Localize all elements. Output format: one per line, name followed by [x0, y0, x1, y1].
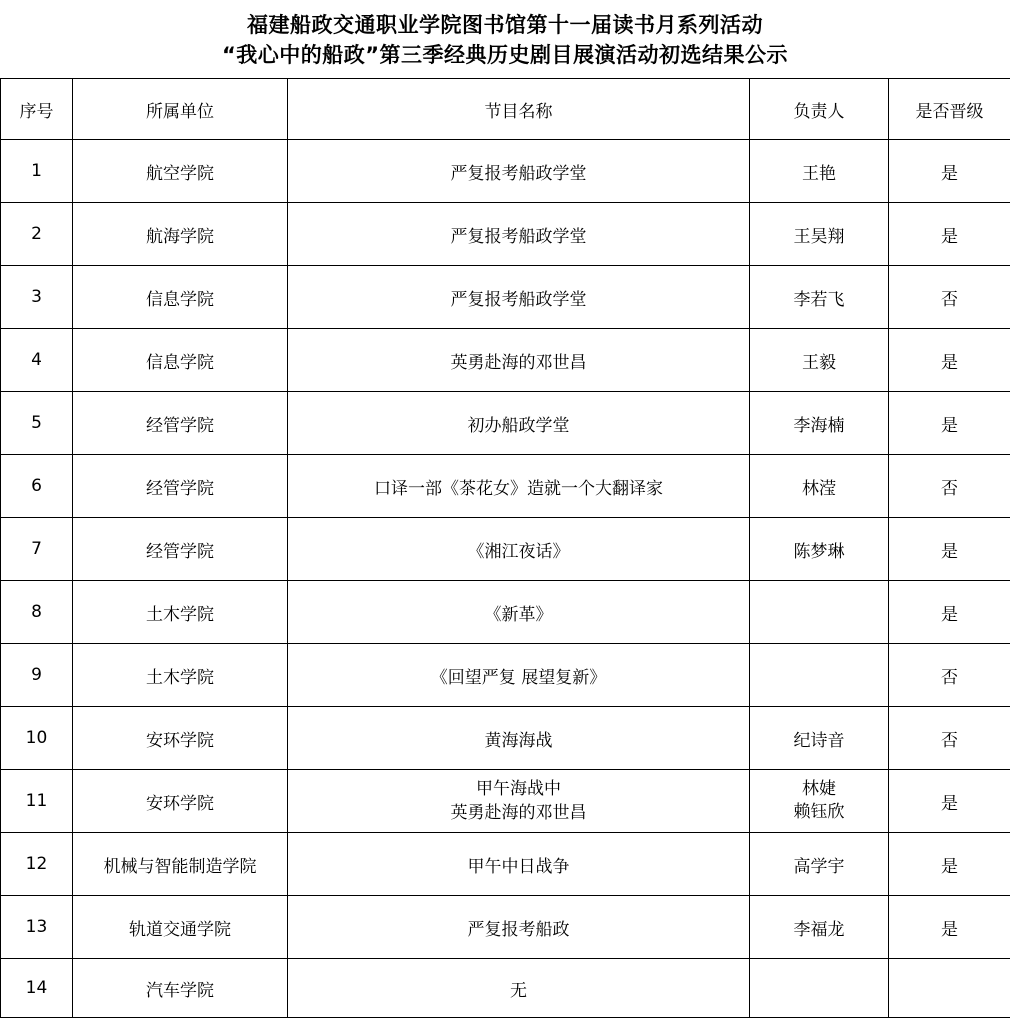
table-header-row — [1, 79, 1010, 140]
cell-index: 5 — [1, 392, 73, 455]
cell-program: 初办船政学堂 — [288, 392, 750, 455]
cell-unit: 土木学院 — [73, 644, 288, 707]
cell-program: 英勇赴海的邓世昌 — [288, 329, 750, 392]
cell-leader: 王昊翔 — [750, 203, 889, 266]
cell-leader — [750, 770, 889, 833]
cell-program: 口译一部《茶花女》造就一个大翻译家 — [288, 455, 750, 518]
cell-unit: 机械与智能制造学院 — [73, 833, 288, 896]
cell-unit: 汽车学院 — [73, 959, 288, 1018]
cell-pass: 否 — [889, 455, 1010, 518]
cell-program: 甲午中日战争 — [288, 833, 750, 896]
cell-unit: 安环学院 — [73, 770, 288, 833]
cell-leader-line-2: 赖钰欣 — [754, 801, 884, 824]
title-line-1: 福建船政交通职业学院图书馆第十一届读书月系列活动 — [0, 10, 1010, 40]
cell-unit: 轨道交通学院 — [73, 896, 288, 959]
cell-unit: 经管学院 — [73, 392, 288, 455]
table-row — [1, 203, 1010, 266]
cell-unit: 航海学院 — [73, 203, 288, 266]
table-row — [1, 140, 1010, 203]
cell-leader: 王毅 — [750, 329, 889, 392]
cell-leader — [750, 959, 889, 1018]
cell-program: 严复报考船政学堂 — [288, 266, 750, 329]
cell-program: 无 — [288, 959, 750, 1018]
table-row — [1, 644, 1010, 707]
column-header-unit: 所属单位 — [73, 79, 288, 140]
cell-index: 1 — [1, 140, 73, 203]
table-body — [1, 140, 1010, 1018]
cell-leader: 李若飞 — [750, 266, 889, 329]
cell-unit: 信息学院 — [73, 329, 288, 392]
results-table — [0, 78, 1010, 1018]
column-header-pass: 是否晋级 — [889, 79, 1010, 140]
cell-index: 4 — [1, 329, 73, 392]
table-header — [1, 79, 1010, 140]
cell-index: 2 — [1, 203, 73, 266]
cell-program: 严复报考船政学堂 — [288, 203, 750, 266]
document-title — [0, 0, 1010, 78]
cell-pass: 是 — [889, 140, 1010, 203]
column-header-index: 序号 — [1, 79, 73, 140]
table-row — [1, 896, 1010, 959]
title-line-2: “我心中的船政”第三季经典历史剧目展演活动初选结果公示 — [0, 40, 1010, 70]
cell-pass — [889, 959, 1010, 1018]
cell-leader: 纪诗音 — [750, 707, 889, 770]
cell-pass: 是 — [889, 770, 1010, 833]
table-row — [1, 329, 1010, 392]
column-header-leader: 负责人 — [750, 79, 889, 140]
cell-unit: 经管学院 — [73, 518, 288, 581]
cell-index: 9 — [1, 644, 73, 707]
cell-program: 《湘江夜话》 — [288, 518, 750, 581]
cell-program — [288, 770, 750, 833]
cell-leader: 林滢 — [750, 455, 889, 518]
cell-pass: 是 — [889, 518, 1010, 581]
cell-pass: 否 — [889, 644, 1010, 707]
table-row — [1, 581, 1010, 644]
cell-index: 8 — [1, 581, 73, 644]
cell-program: 黄海海战 — [288, 707, 750, 770]
table-row — [1, 455, 1010, 518]
cell-pass: 是 — [889, 896, 1010, 959]
table-row — [1, 518, 1010, 581]
table-row — [1, 266, 1010, 329]
cell-index: 10 — [1, 707, 73, 770]
cell-index: 11 — [1, 770, 73, 833]
cell-pass: 否 — [889, 707, 1010, 770]
cell-leader: 李福龙 — [750, 896, 889, 959]
cell-pass: 否 — [889, 266, 1010, 329]
cell-unit: 信息学院 — [73, 266, 288, 329]
cell-index: 6 — [1, 455, 73, 518]
cell-leader — [750, 581, 889, 644]
cell-index: 13 — [1, 896, 73, 959]
cell-unit: 土木学院 — [73, 581, 288, 644]
cell-index: 7 — [1, 518, 73, 581]
cell-leader: 李海楠 — [750, 392, 889, 455]
cell-program-line-1: 甲午海战中 — [292, 777, 745, 801]
table-row — [1, 770, 1010, 833]
cell-program: 《新革》 — [288, 581, 750, 644]
cell-index: 14 — [1, 959, 73, 1018]
cell-program-line-2: 英勇赴海的邓世昌 — [292, 801, 745, 825]
cell-index: 3 — [1, 266, 73, 329]
cell-index: 12 — [1, 833, 73, 896]
cell-leader: 高学宇 — [750, 833, 889, 896]
cell-pass: 是 — [889, 833, 1010, 896]
cell-program: 严复报考船政学堂 — [288, 140, 750, 203]
cell-pass: 是 — [889, 329, 1010, 392]
cell-leader — [750, 644, 889, 707]
cell-leader: 王艳 — [750, 140, 889, 203]
table-row — [1, 833, 1010, 896]
cell-unit: 经管学院 — [73, 455, 288, 518]
table-row — [1, 707, 1010, 770]
cell-leader-line-1: 林婕 — [754, 778, 884, 801]
cell-program: 《回望严复 展望复新》 — [288, 644, 750, 707]
table-row — [1, 959, 1010, 1018]
cell-unit: 航空学院 — [73, 140, 288, 203]
table-row — [1, 392, 1010, 455]
cell-pass: 是 — [889, 392, 1010, 455]
column-header-program: 节目名称 — [288, 79, 750, 140]
cell-program: 严复报考船政 — [288, 896, 750, 959]
cell-leader: 陈梦琳 — [750, 518, 889, 581]
cell-pass: 是 — [889, 203, 1010, 266]
cell-pass: 是 — [889, 581, 1010, 644]
cell-unit: 安环学院 — [73, 707, 288, 770]
